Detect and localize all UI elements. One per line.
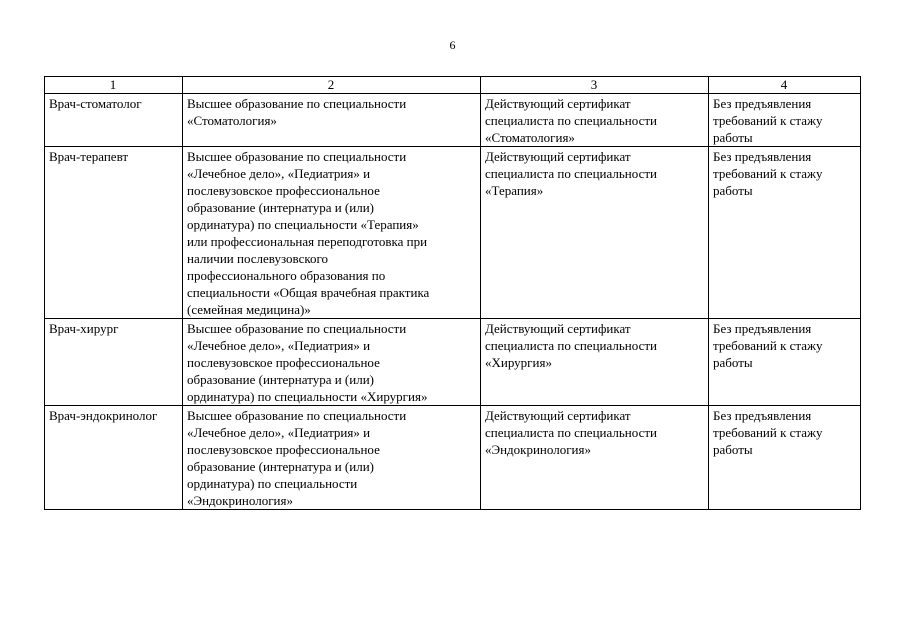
experience-cell (709, 406, 861, 510)
table-row (45, 406, 861, 510)
column-header-4: 4 (709, 77, 861, 94)
position-text: Врач-терапевт (49, 149, 129, 164)
header-row (45, 77, 861, 94)
certificate-text: Действующий сертификат специалиста по специальности «Стоматология» (485, 96, 657, 145)
education-cell (183, 94, 481, 147)
experience-text: Без предъявления требований к стажу работы (713, 96, 823, 145)
column-header-1: 1 (45, 77, 183, 94)
experience-cell (709, 94, 861, 147)
certificate-cell (481, 406, 709, 510)
position-cell (45, 94, 183, 147)
experience-text: Без предъявления требований к стажу работы (713, 321, 823, 370)
table-row (45, 94, 861, 147)
education-cell (183, 406, 481, 510)
experience-text: Без предъявления требований к стажу работы (713, 408, 823, 457)
education-text: Высшее образование по специальности «Лечебное дело», «Педиатрия» и послевузовское профессиональное образование (интернатура и (или) ординатура) по специальности «Терапия» или профессиональная переподготовка при наличии послевузовского профессионального образования по специальности «Общая врачебная практика (семейная медицина)» (187, 149, 430, 317)
experience-cell (709, 147, 861, 319)
certificate-text: Действующий сертификат специалиста по специальности «Терапия» (485, 149, 657, 198)
table-row (45, 147, 861, 319)
education-text: Высшее образование по специальности «Стоматология» (187, 96, 407, 128)
education-cell (183, 319, 481, 406)
position-cell (45, 406, 183, 510)
position-text: Врач-эндокринолог (49, 408, 158, 423)
position-text: Врач-стоматолог (49, 96, 142, 111)
certificate-cell (481, 94, 709, 147)
certificate-text: Действующий сертификат специалиста по специальности «Эндокринология» (485, 408, 657, 457)
position-cell (45, 319, 183, 406)
table-body (45, 94, 861, 510)
column-header-3: 3 (481, 77, 709, 94)
education-text: Высшее образование по специальности «Лечебное дело», «Педиатрия» и послевузовское профессиональное образование (интернатура и (или) ординатура) по специальности «Эндокринология» (187, 408, 407, 508)
position-text: Врач-хирург (49, 321, 119, 336)
column-header-2: 2 (183, 77, 481, 94)
qualification-table (44, 76, 861, 510)
certificate-text: Действующий сертификат специалиста по специальности «Хирургия» (485, 321, 657, 370)
position-cell (45, 147, 183, 319)
table-row (45, 319, 861, 406)
experience-text: Без предъявления требований к стажу работы (713, 149, 823, 198)
table-header (45, 77, 861, 94)
certificate-cell (481, 319, 709, 406)
experience-cell (709, 319, 861, 406)
certificate-cell (481, 147, 709, 319)
page-number: 6 (449, 38, 456, 52)
education-text: Высшее образование по специальности «Лечебное дело», «Педиатрия» и послевузовское профессиональное образование (интернатура и (или) ординатура) по специальности «Хирургия» (187, 321, 428, 404)
education-cell (183, 147, 481, 319)
